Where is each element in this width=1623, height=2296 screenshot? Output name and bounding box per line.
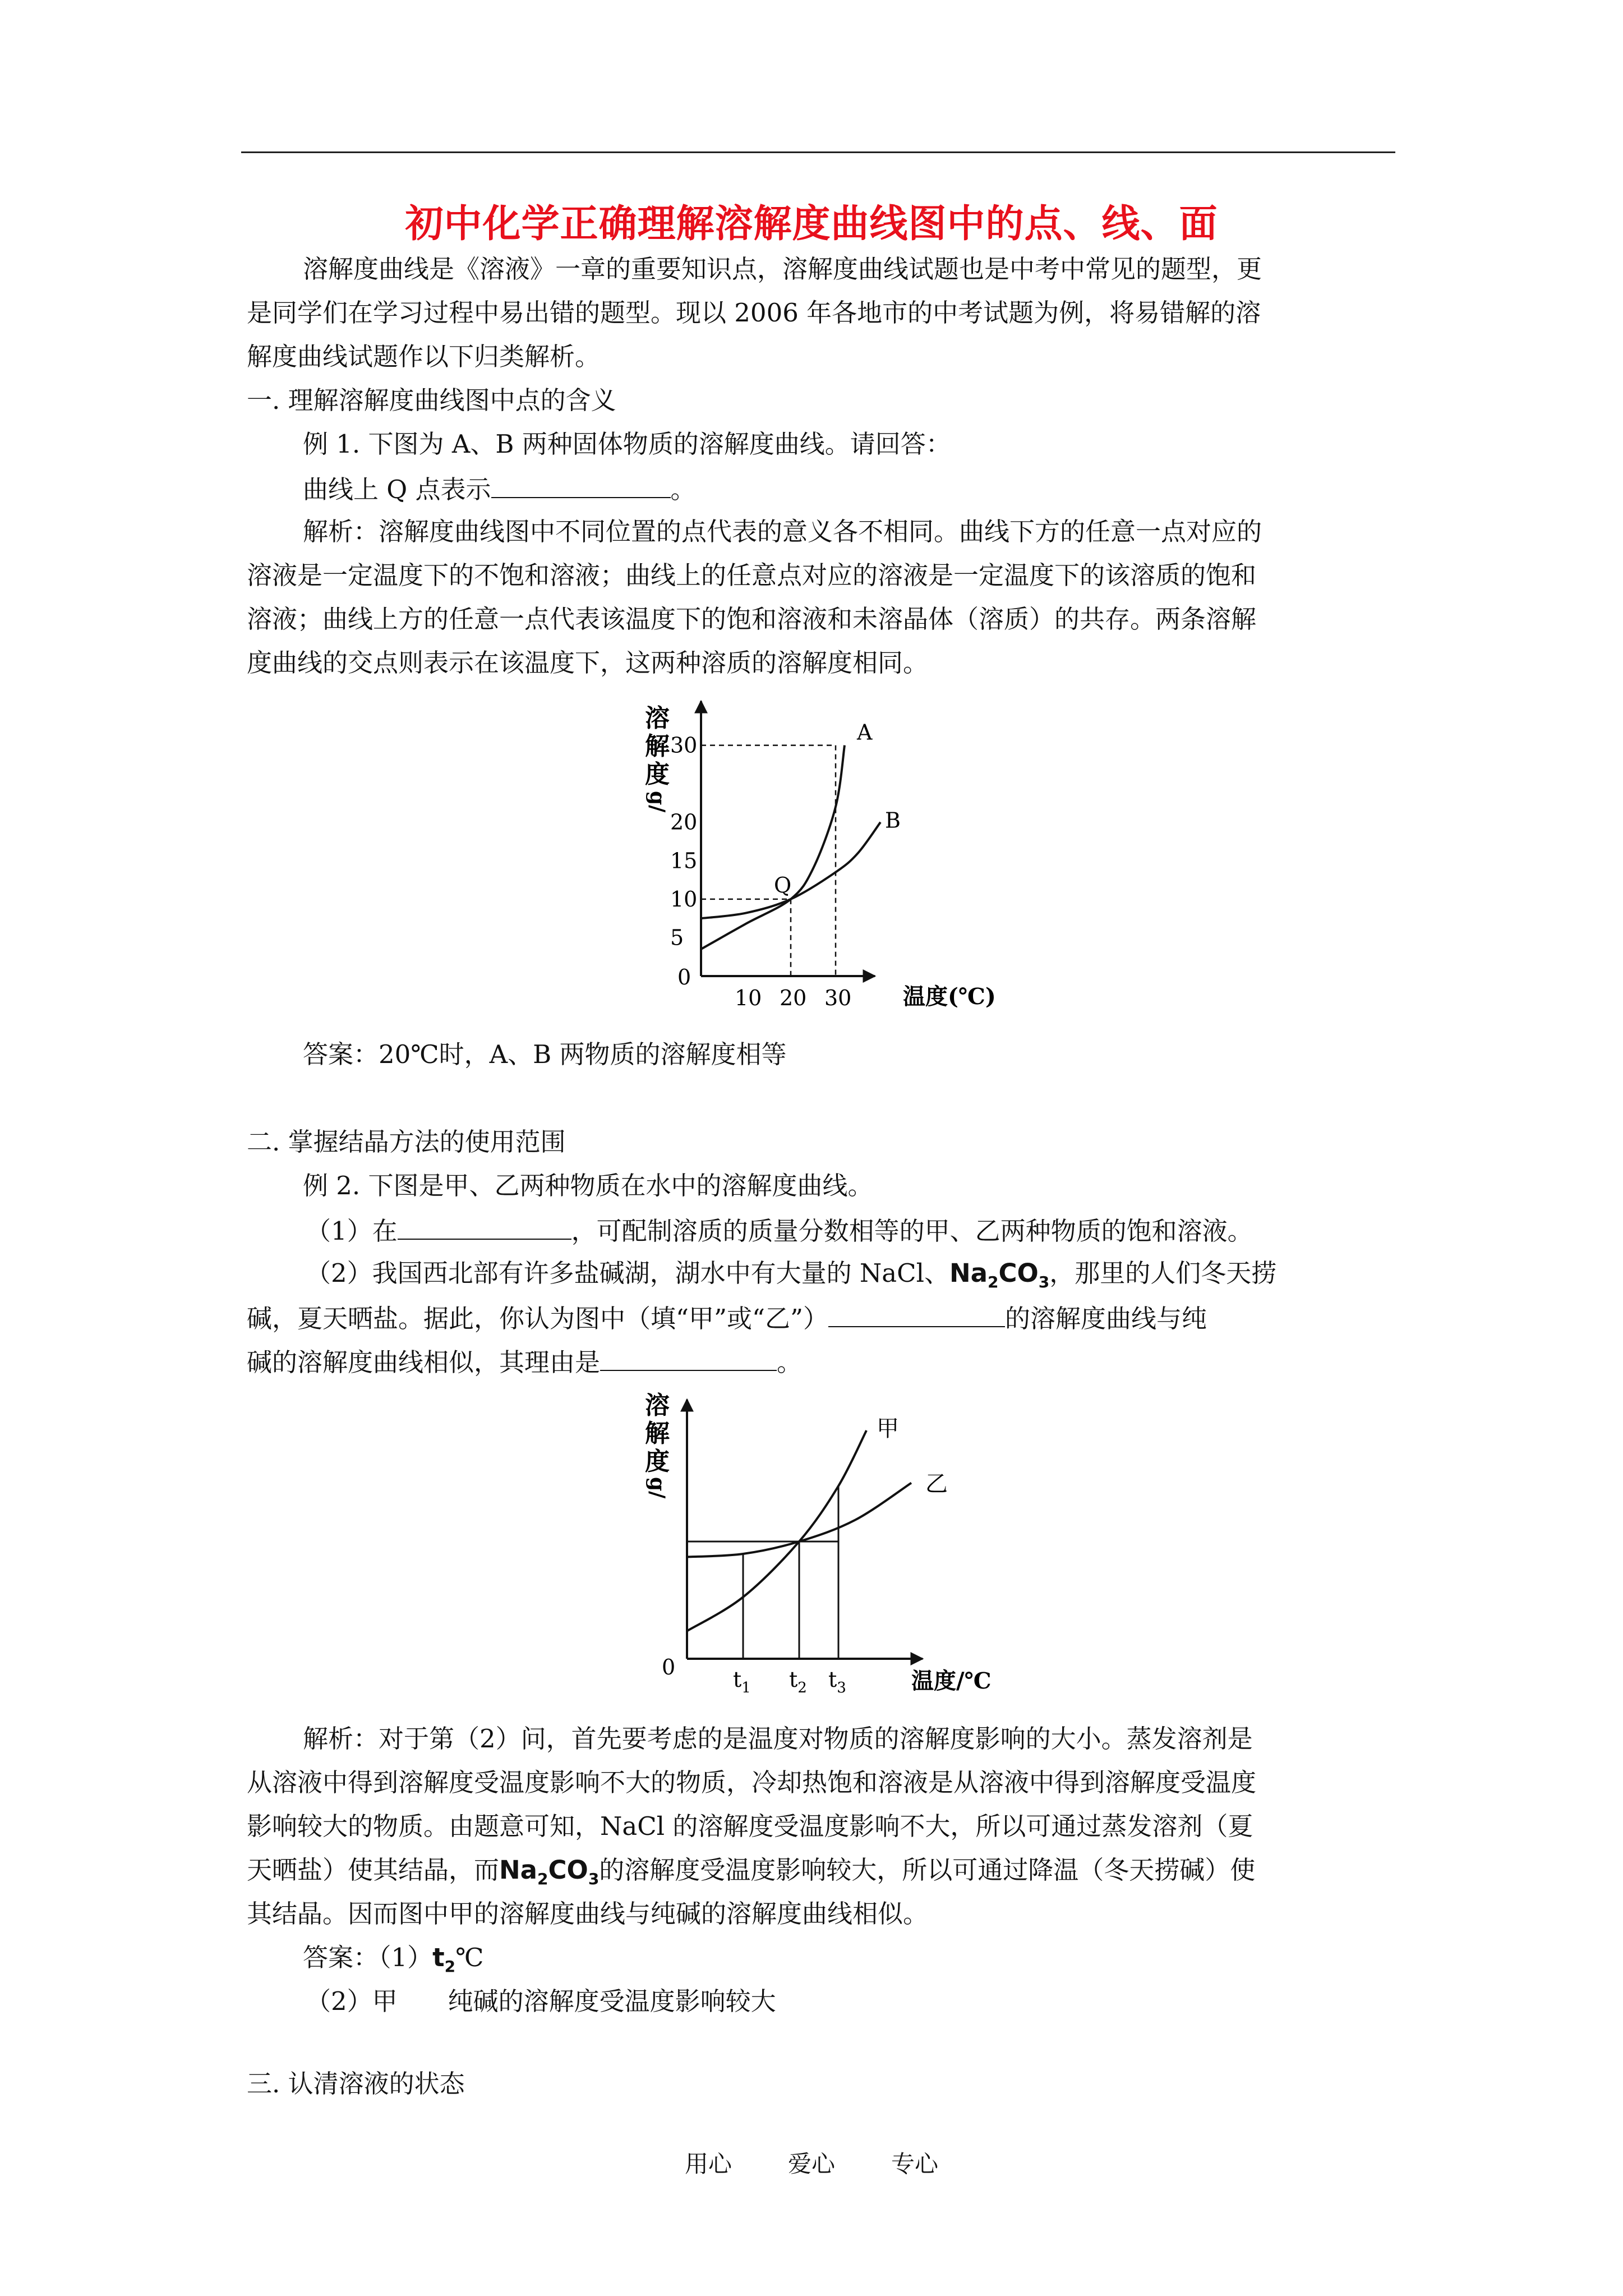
- analysis-1-line-1: 解析：溶解度曲线图中不同位置的点代表的意义各不相同。曲线下方的任意一点对应的: [303, 517, 1262, 546]
- q2-line-2-post: 的溶解度曲线与纯: [1005, 1304, 1207, 1333]
- x-tick-label: 20: [780, 986, 807, 1010]
- analysis-2-line-1: 解析：对于第（2）问，首先要考虑的是温度对物质的溶解度影响的大小。蒸发溶剂是: [303, 1724, 1253, 1754]
- page-footer: [0, 2146, 1623, 2179]
- solubility-chart-2: [606, 1383, 1032, 1703]
- answer-2-pre: 答案：（1）: [303, 1943, 433, 1972]
- formula-co-sub: 3: [1038, 1273, 1050, 1291]
- q2-line-2-pre: 碱，夏天晒盐。据此，你认为图中（填“甲”或“乙”）: [247, 1304, 829, 1333]
- formula-na: Na: [499, 1855, 538, 1885]
- section-1-heading: 一. 理解溶解度曲线图中点的含义: [247, 385, 616, 415]
- y-axis-label-char-3: 度: [645, 1447, 670, 1476]
- answer-1: 答案：20℃时，A、B 两物质的溶解度相等: [303, 1039, 787, 1069]
- q2-line-3-pre: 碱的溶解度曲线相似，其理由是: [247, 1347, 601, 1377]
- y-axis-label-char-1: 溶: [645, 1391, 670, 1420]
- analysis-1-line-3: 溶液；曲线上方的任意一点代表该温度下的饱和溶液和未溶晶体（溶质）的共存。两条溶解: [247, 604, 1257, 634]
- example-1-text: 例 1. 下图为 A、B 两种固体物质的溶解度曲线。请回答：: [303, 429, 951, 459]
- analysis-1-line-2: 溶液是一定温度下的不饱和溶液；曲线上的任意点对应的溶液是一定温度下的该溶质的饱和: [247, 560, 1257, 590]
- page-title: 初中化学正确理解溶解度曲线图中的点、线、面: [405, 201, 1218, 246]
- footer-text-3: 专心: [891, 2150, 939, 2178]
- header-rule: [241, 151, 1395, 153]
- section-2-heading: 二. 掌握结晶方法的使用范围: [247, 1127, 566, 1157]
- point-q-label: Q: [774, 872, 792, 898]
- example-2-q1: [306, 1213, 1450, 1248]
- y-tick-label: 5: [670, 925, 684, 950]
- curve-jia: [687, 1430, 866, 1631]
- y-tick-label: 10: [670, 886, 698, 912]
- question-end: 。: [670, 475, 696, 504]
- q1-post: ，可配制溶质的质量分数相等的甲、乙两种物质的饱和溶液。: [571, 1216, 1253, 1246]
- x-axis-label: 温度(℃): [903, 983, 996, 1010]
- x-axis-label: 温度/℃: [911, 1668, 992, 1694]
- y-tick-label: 15: [670, 848, 698, 873]
- intro-line-2: 是同学们在学习过程中易出错的题型。现以 2006 年各地市的中考试题为例，将易错解的溶: [247, 298, 1261, 328]
- curve-a: [701, 746, 845, 949]
- x-tick-subscript: 3: [837, 1680, 846, 1696]
- formula-na-sub: 2: [988, 1273, 999, 1291]
- y-axis-label-char-2: 解: [645, 732, 670, 761]
- q2-line-1-pre: （2）我国西北部有许多盐碱湖，湖水中有大量的 NaCl、: [306, 1258, 949, 1288]
- solubility-chart-1: [594, 684, 1021, 1021]
- formula-t-sub: 2: [444, 1957, 456, 1976]
- formula-co-sub: 3: [588, 1870, 600, 1888]
- analysis-2-line-4: [247, 1853, 1391, 1896]
- series-label-b: B: [885, 808, 901, 833]
- formula-na: Na: [949, 1258, 988, 1288]
- analysis-2-line-4-post: 的溶解度受温度影响较大，所以可通过降温（冬天捞碱）使: [599, 1855, 1256, 1885]
- example-2-q2-line-2: [247, 1300, 1391, 1336]
- x-tick-label: 10: [735, 986, 762, 1010]
- x-tick-label: $t_3$: [828, 1667, 846, 1696]
- answer-blank: [491, 471, 671, 498]
- series-label-yi: 乙: [925, 1471, 948, 1497]
- footer-text-1: 用心: [684, 2150, 732, 2178]
- intro-line-1: 溶解度曲线是《溶液》一章的重要知识点，溶解度曲线试题也是中考中常见的题型，更: [303, 254, 1262, 284]
- formula-na2co3: [949, 1258, 1050, 1291]
- formula-na-sub: 2: [537, 1870, 548, 1888]
- analysis-2-line-5: 其结晶。因而图中甲的溶解度曲线与纯碱的溶解度曲线相似。: [247, 1899, 929, 1929]
- y-axis-unit: g/: [645, 1477, 669, 1499]
- question-text: 曲线上 Q 点表示: [303, 475, 491, 504]
- origin-label: 0: [662, 1655, 676, 1680]
- q2-line-3-post: 。: [777, 1347, 803, 1377]
- intro-line-3: 解度曲线试题作以下归类解析。: [247, 342, 601, 371]
- analysis-1-line-4: 度曲线的交点则表示在该温度下，这两种溶质的溶解度相同。: [247, 648, 929, 678]
- analysis-2-line-3: 影响较大的物质。由题意可知，NaCl 的溶解度受温度影响不大，所以可通过蒸发溶剂（夏: [247, 1811, 1253, 1841]
- example-2-text: 例 2. 下图是甲、乙两种物质在水中的溶解度曲线。: [303, 1171, 873, 1200]
- answer-2-post: ℃: [455, 1943, 484, 1972]
- x-tick-label: $t_1$: [733, 1667, 751, 1696]
- q2-line-1-post: ，那里的人们冬天捞: [1049, 1258, 1277, 1288]
- x-tick-label: 30: [824, 986, 852, 1010]
- answer-2-part-2: （2）甲 纯碱的溶解度受温度影响较大: [306, 1986, 776, 2016]
- example-2-q2-line-1: [306, 1257, 1450, 1299]
- analysis-2-line-4-pre: 天晒盐）使其结晶，而: [247, 1855, 500, 1885]
- formula-t: t: [432, 1943, 445, 1972]
- series-label-jia: 甲: [877, 1416, 899, 1442]
- formula-co: CO: [998, 1258, 1039, 1288]
- q1-blank: [398, 1213, 571, 1240]
- y-axis-label-char-1: 溶: [645, 704, 670, 733]
- y-tick-label: 30: [670, 733, 698, 758]
- formula-co: CO: [548, 1855, 588, 1885]
- formula-t2: [432, 1943, 456, 1976]
- y-tick-label: 20: [670, 809, 698, 835]
- formula-na2co3: [499, 1855, 600, 1888]
- section-3-heading: 三. 认清溶液的状态: [247, 2069, 465, 2099]
- x-tick-label: $t_2$: [789, 1667, 807, 1696]
- answer-2-part-1: [303, 1941, 1447, 1984]
- example-2-q2-line-3: [247, 1344, 1391, 1379]
- y-axis-unit: g/: [645, 791, 669, 813]
- analysis-2-line-2: 从溶液中得到溶解度受温度影响不大的物质，冷却热饱和溶液是从溶液中得到溶解度受温度: [247, 1768, 1257, 1797]
- series-label-a: A: [857, 720, 873, 745]
- x-tick-subscript: 2: [797, 1680, 807, 1696]
- example-1-question: [303, 471, 1447, 507]
- footer-text-2: 爱心: [787, 2150, 835, 2178]
- y-axis-label-char-2: 解: [645, 1419, 670, 1448]
- q1-pre: （1）在: [306, 1216, 398, 1246]
- q2-blank-2: [600, 1344, 777, 1371]
- q2-blank-1: [828, 1300, 1005, 1327]
- y-axis-label-char-3: 度: [645, 760, 670, 789]
- origin-label: 0: [677, 965, 691, 990]
- x-tick-subscript: 1: [741, 1680, 751, 1696]
